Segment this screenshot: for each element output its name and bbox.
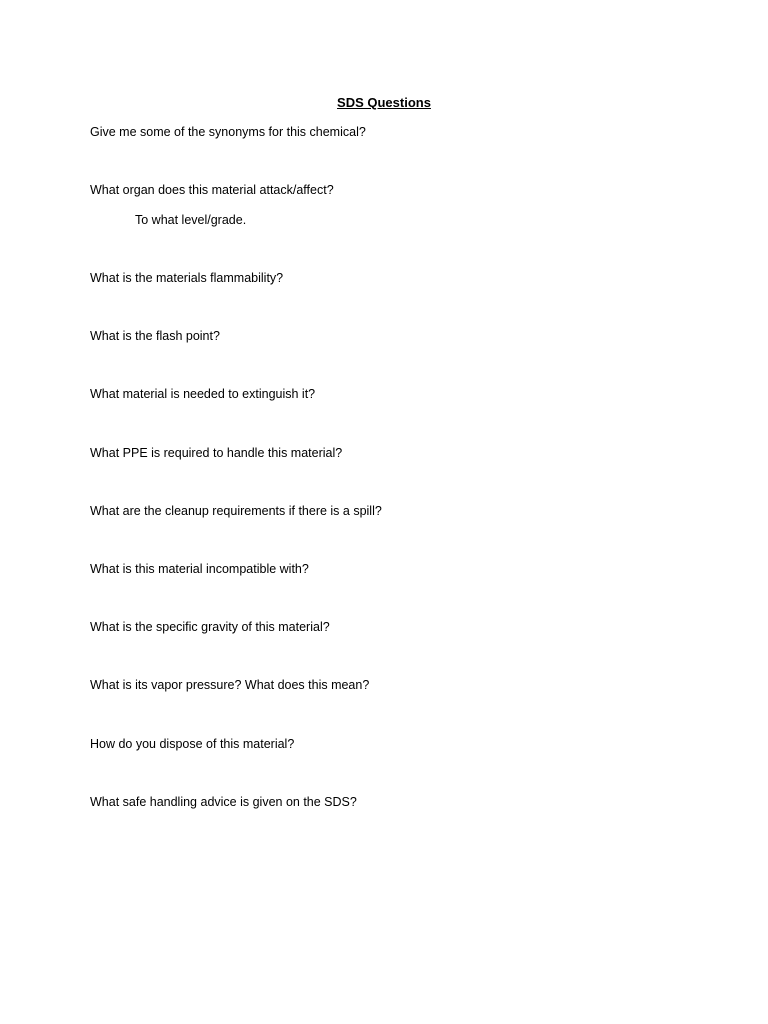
question-incompatible: What is this material incompatible with? <box>90 562 309 576</box>
question-safe-handling: What safe handling advice is given on the SDS? <box>90 795 357 809</box>
question-extinguish: What material is needed to extinguish it? <box>90 387 316 401</box>
question-flammability: What is the materials flammability? <box>90 271 284 285</box>
question-vapor-pressure: What is its vapor pressure? What does this mean? <box>90 678 370 692</box>
question-synonyms: Give me some of the synonyms for this chemical? <box>90 125 366 139</box>
question-specific-gravity: What is the specific gravity of this material? <box>90 620 330 634</box>
question-cleanup: What are the cleanup requirements if there is a spill? <box>90 504 382 518</box>
question-dispose: How do you dispose of this material? <box>90 737 295 751</box>
question-organ-level: To what level/grade. <box>135 213 247 227</box>
page-title: SDS Questions <box>337 95 431 110</box>
question-ppe: What PPE is required to handle this material? <box>90 446 343 460</box>
question-organ: What organ does this material attack/affect? <box>90 183 334 197</box>
question-flash-point: What is the flash point? <box>90 329 220 343</box>
